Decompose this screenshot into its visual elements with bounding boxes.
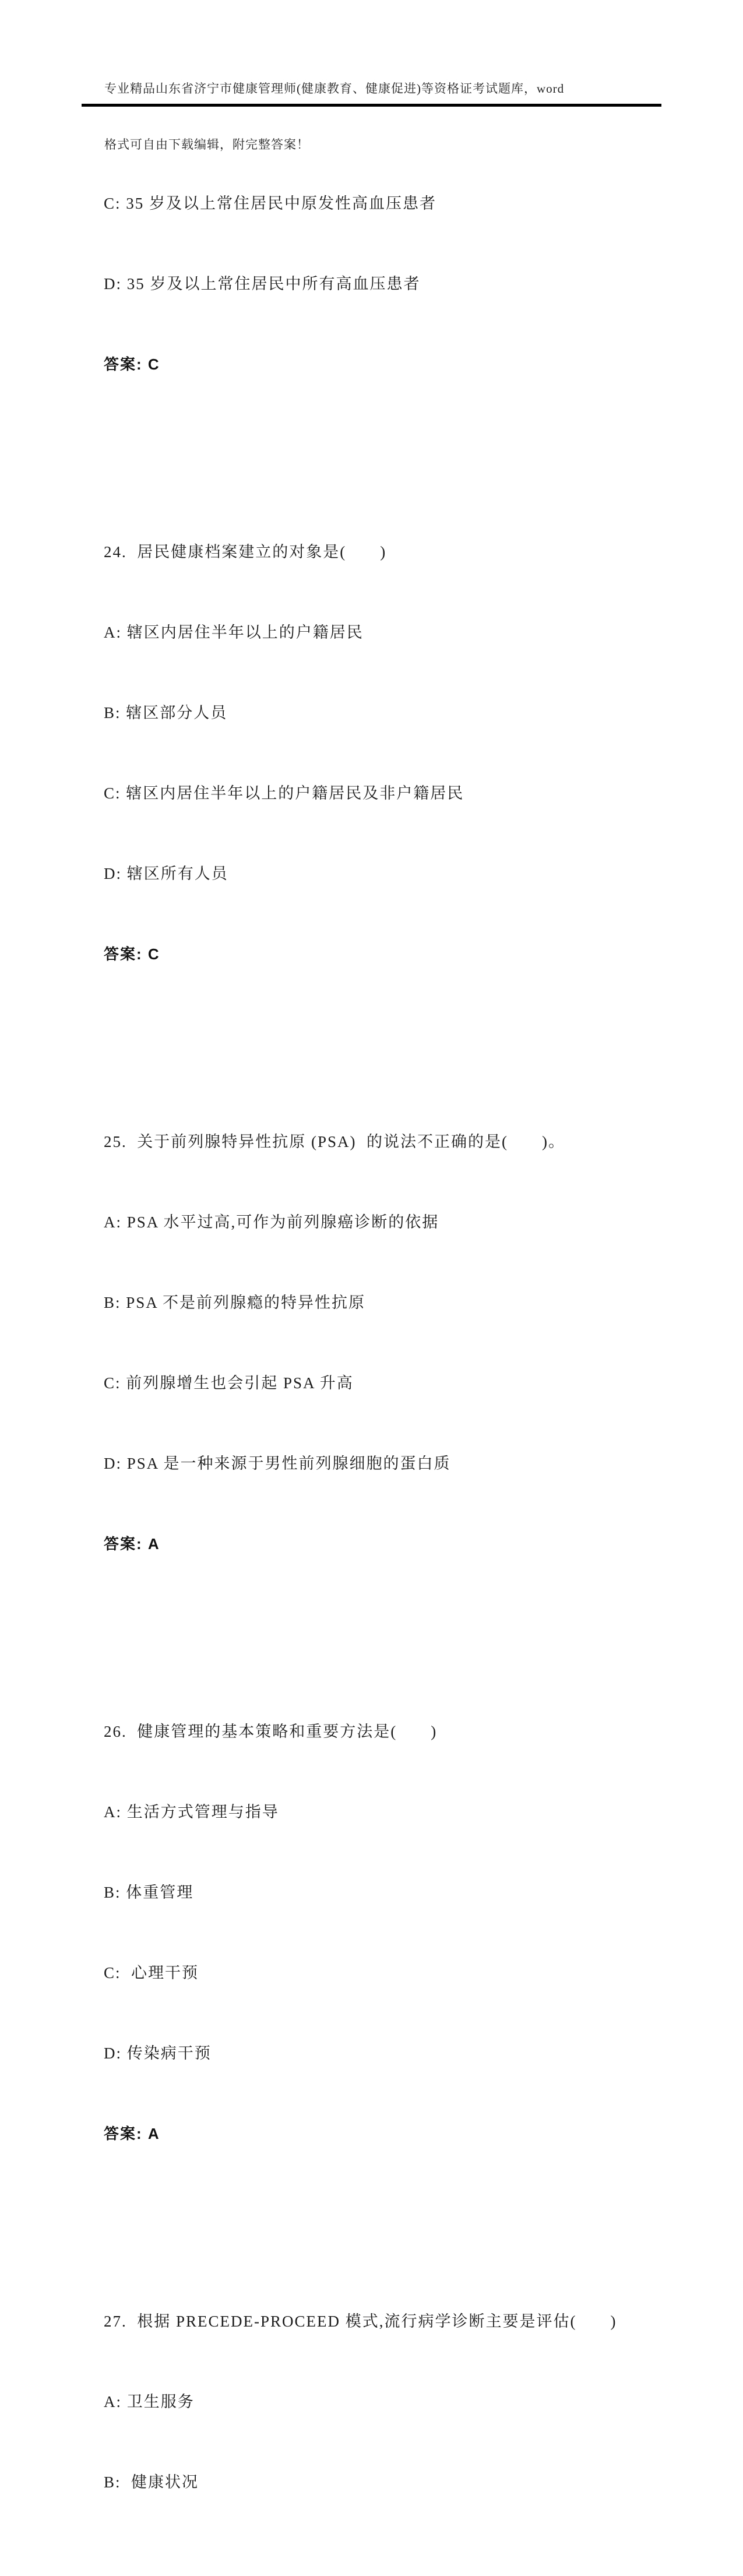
question-24-option-b: B: 辖区部分人员 <box>104 704 228 722</box>
question-26-option-c: C: 心理干预 <box>104 1964 199 1982</box>
question-24-option-c: C: 辖区内居住半年以上的户籍居民及非户籍居民 <box>104 784 464 802</box>
question-25-option-a: A: PSA 水平过高,可作为前列腺癌诊断的依据 <box>104 1213 439 1231</box>
question-24-title: 24. 居民健康档案建立的对象是( ) <box>104 543 387 561</box>
question-26-option-b: B: 体重管理 <box>104 1884 194 1901</box>
question-26-answer: 答案: A <box>104 2125 160 2142</box>
question-27-title: 27. 根据 PRECEDE-PROCEED 模式,流行病学诊断主要是评估( ) <box>104 2313 617 2330</box>
block-spacer <box>104 431 686 458</box>
question-26-title: 26. 健康管理的基本策略和重要方法是( ) <box>104 1723 438 1740</box>
question-23-option-d: D: 35 岁及以上常住居民中所有高血压患者 <box>104 275 421 293</box>
block-spacer <box>104 2201 686 2227</box>
question-24-option-a: A: 辖区内居住半年以上的户籍居民 <box>104 624 364 641</box>
question-25-option-c: C: 前列腺增生也会引起 PSA 升高 <box>104 1374 354 1392</box>
question-26-option-d: D: 传染病干预 <box>104 2044 212 2062</box>
question-25-title: 25. 关于前列腺特异性抗原 (PSA) 的说法不正确的是( )。 <box>104 1133 565 1150</box>
block-spacer <box>104 1611 686 1638</box>
question-25-option-b: B: PSA 不是前列腺瘾的特异性抗原 <box>104 1294 366 1311</box>
question-27-option-b: B: 健康状况 <box>104 2473 199 2491</box>
header-line-1: 专业精品山东省济宁市健康管理师(健康教育、健康促进)等资格证考试题库，word <box>104 82 565 96</box>
question-25-answer: 答案: A <box>104 1535 160 1553</box>
question-23-option-c: C: 35 岁及以上常住居民中原发性高血压患者 <box>104 195 437 212</box>
block-spacer <box>104 1021 686 1048</box>
question-27-option-a: A: 卫生服务 <box>104 2393 195 2410</box>
question-list <box>104 110 686 2576</box>
question-24-option-d: D: 辖区所有人员 <box>104 865 228 882</box>
question-23-answer: 答案: C <box>104 356 160 373</box>
header-line-2: 格式可自由下载编辑，附完整答案！ <box>104 138 309 152</box>
header-divider <box>82 104 661 107</box>
question-26-option-a: A: 生活方式管理与指导 <box>104 1803 279 1821</box>
question-25-option-d: D: PSA 是一种来源于男性前列腺细胞的蛋白质 <box>104 1455 451 1472</box>
question-24-answer: 答案: C <box>104 945 160 963</box>
